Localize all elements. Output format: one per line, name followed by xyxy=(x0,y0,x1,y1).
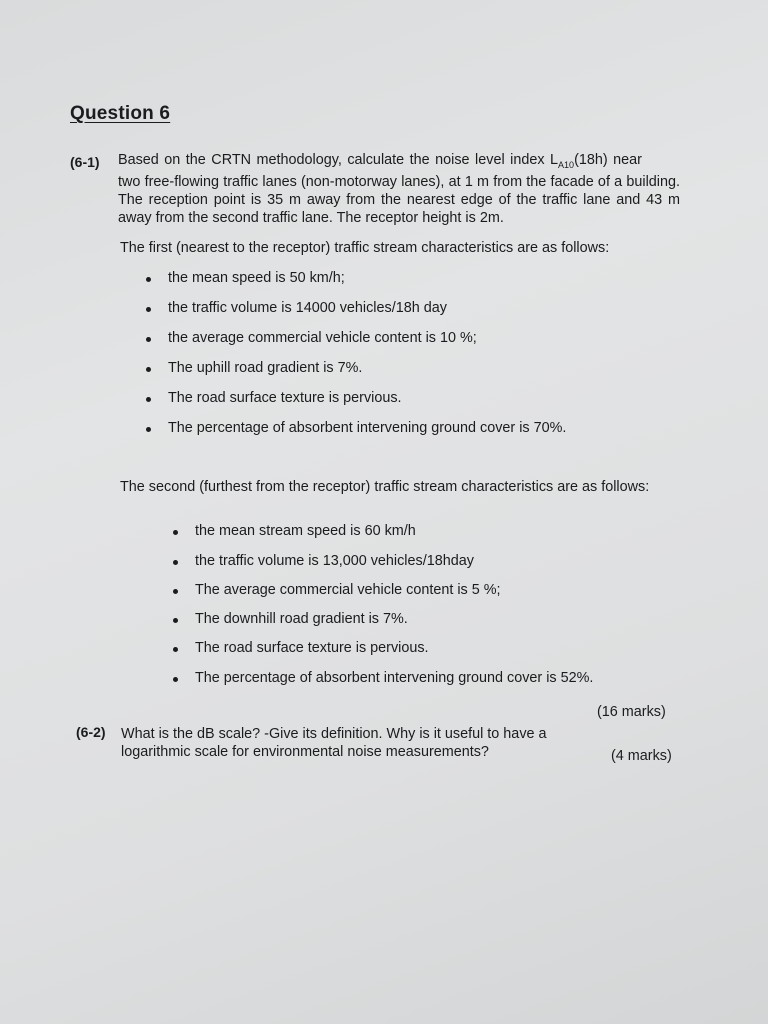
bullet-icon xyxy=(146,367,151,372)
part-1-intro-first-line xyxy=(118,152,678,168)
list-item: The percentage of absorbent intervening ground cover is 70%. xyxy=(168,420,566,436)
list-item: the mean stream speed is 60 km/h xyxy=(195,523,416,539)
bullet-icon xyxy=(173,560,178,565)
question-title: Question 6 xyxy=(70,103,171,124)
part-1-intro-text: Based on the CRTN methodology, calculate the noise level index L xyxy=(118,152,559,168)
list-item: The road surface texture is pervious. xyxy=(168,390,402,406)
bullet-icon xyxy=(146,397,151,402)
list-item: the mean speed is 50 km/h; xyxy=(168,270,345,286)
list-item: the average commercial vehicle content is 10 %; xyxy=(168,330,477,346)
part-2-marks: (4 marks) xyxy=(611,748,672,764)
bullet-icon xyxy=(173,589,178,594)
list-item: The road surface texture is pervious. xyxy=(195,640,429,656)
bullet-icon xyxy=(146,277,151,282)
second-stream-heading: The second (furthest from the receptor) traffic stream characteristics are as follows: xyxy=(120,479,650,495)
list-item: the traffic volume is 14000 vehicles/18h day xyxy=(168,300,447,316)
list-item: The average commercial vehicle content is 5 %; xyxy=(195,582,501,598)
bullet-icon xyxy=(146,337,151,342)
bullet-icon xyxy=(173,677,178,682)
part-1-intro-suffix: (18h) near xyxy=(574,152,642,168)
bullet-icon xyxy=(173,530,178,535)
bullet-icon xyxy=(173,618,178,623)
list-item: The percentage of absorbent intervening ground cover is 52%. xyxy=(195,670,593,686)
first-stream-heading: The first (nearest to the receptor) traffic stream characteristics are as follows: xyxy=(120,240,610,256)
part-1-marks: (16 marks) xyxy=(597,704,666,720)
bullet-icon xyxy=(146,307,151,312)
part-1-label: (6-1) xyxy=(70,154,100,170)
index-subscript: A10 xyxy=(558,160,575,170)
part-2-question-text: What is the dB scale? -Give its definition. Why is it useful to have a logarithmic scale for environmental noise measurements? xyxy=(121,726,547,760)
part-2-label: (6-2) xyxy=(76,724,106,740)
list-item: The uphill road gradient is 7%. xyxy=(168,360,362,376)
list-item: The downhill road gradient is 7%. xyxy=(195,611,408,627)
bullet-icon xyxy=(173,647,178,652)
part-1-intro-rest: two free-flowing traffic lanes (non-motorway lanes), at 1 m from the facade of a building. The reception point is 35 m away from the nearest edge of the traffic lane and 43 m away from the second traffic lane. The receptor height is 2m. xyxy=(118,174,680,226)
list-item: the traffic volume is 13,000 vehicles/18hday xyxy=(195,553,474,569)
bullet-icon xyxy=(146,427,151,432)
